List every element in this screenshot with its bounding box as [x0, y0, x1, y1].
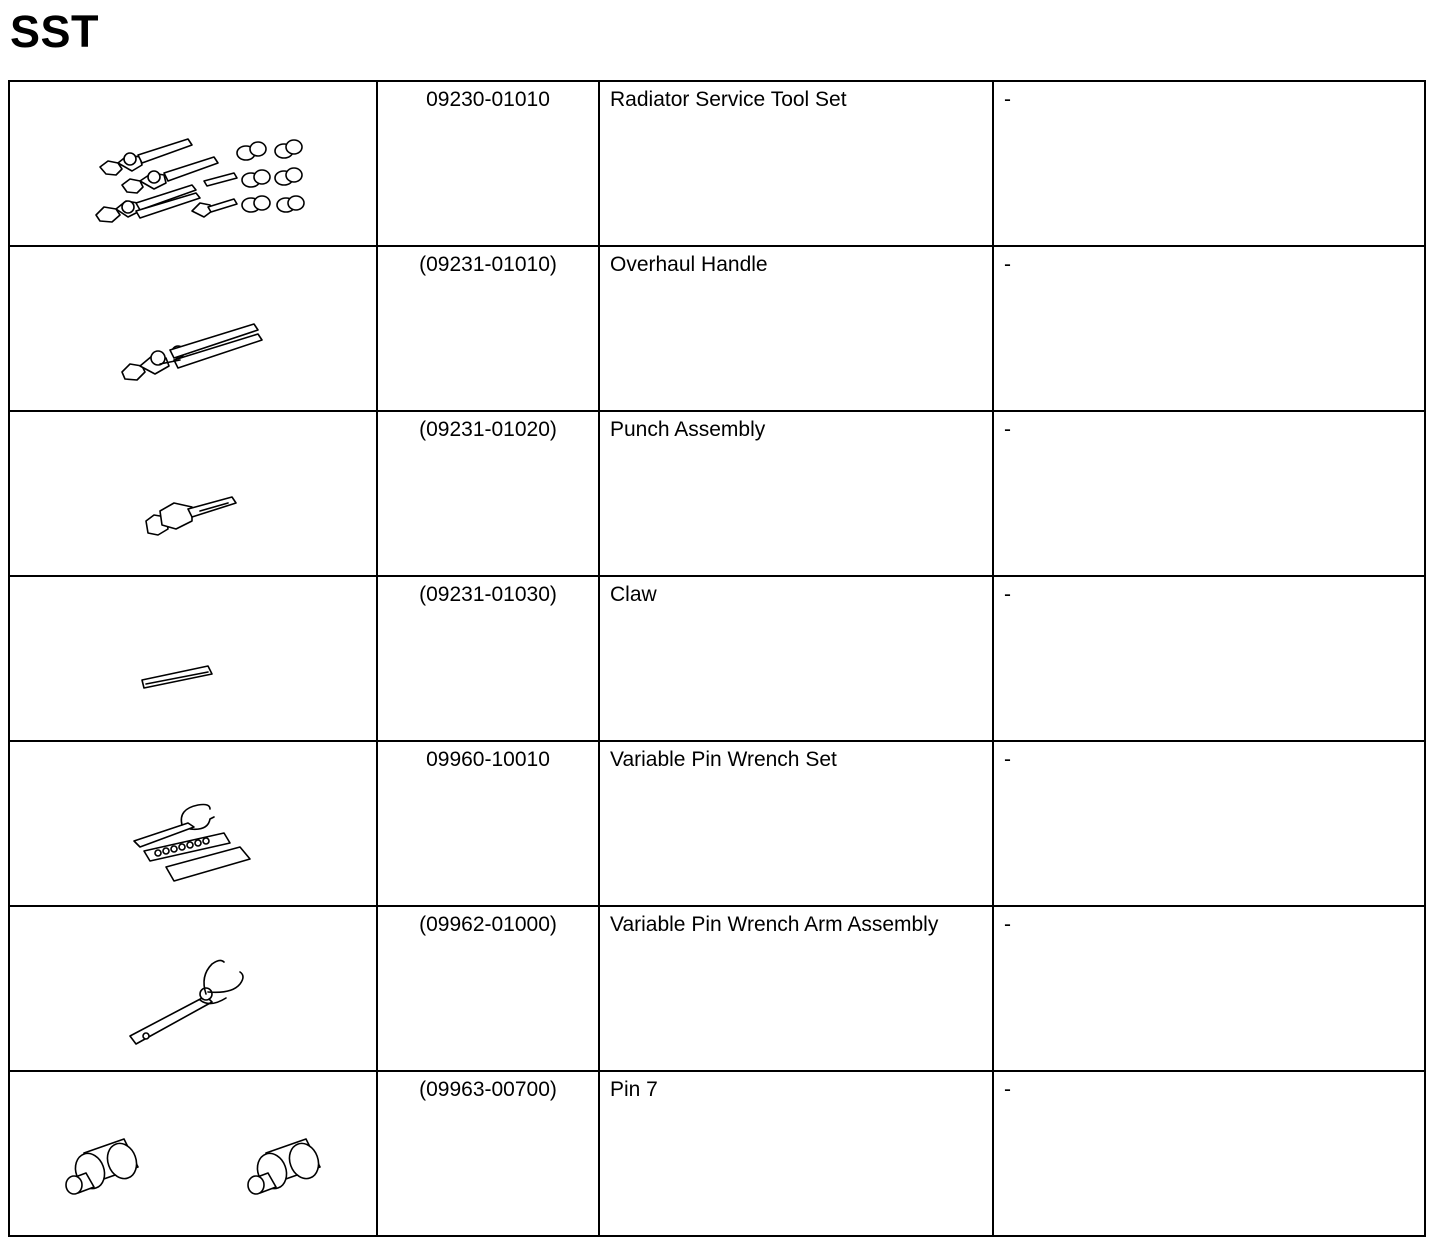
part-number: (09962-01000) — [377, 906, 599, 1071]
page-title: SST — [10, 6, 100, 57]
part-name: Variable Pin Wrench Set — [599, 741, 993, 906]
tool-image-cell — [9, 411, 377, 576]
part-name: Overhaul Handle — [599, 246, 993, 411]
part-note: - — [993, 81, 1425, 246]
part-name: Pin 7 — [599, 1071, 993, 1236]
part-name: Claw — [599, 576, 993, 741]
table-row — [9, 741, 1425, 906]
table-row — [9, 246, 1425, 411]
tool-image-cell — [9, 81, 377, 246]
overhaul-handle-icon — [10, 247, 376, 410]
part-number: 09960-10010 — [377, 741, 599, 906]
part-number: (09231-01010) — [377, 246, 599, 411]
part-note: - — [993, 1071, 1425, 1236]
part-note: - — [993, 906, 1425, 1071]
variable-pin-wrench-set-icon — [10, 742, 376, 905]
part-number: (09231-01020) — [377, 411, 599, 576]
radiator-service-tool-set-icon — [10, 82, 376, 245]
variable-pin-wrench-arm-icon — [10, 907, 376, 1070]
part-number: (09231-01030) — [377, 576, 599, 741]
table-row — [9, 411, 1425, 576]
part-note: - — [993, 576, 1425, 741]
part-number: 09230-01010 — [377, 81, 599, 246]
table-row — [9, 906, 1425, 1071]
tool-image-cell — [9, 576, 377, 741]
part-note: - — [993, 741, 1425, 906]
table-row — [9, 81, 1425, 246]
part-number: (09963-00700) — [377, 1071, 599, 1236]
part-name: Punch Assembly — [599, 411, 993, 576]
punch-assembly-icon — [10, 412, 376, 575]
tool-image-cell — [9, 741, 377, 906]
table-row — [9, 576, 1425, 741]
part-name: Radiator Service Tool Set — [599, 81, 993, 246]
part-name: Variable Pin Wrench Arm Assembly — [599, 906, 993, 1071]
claw-icon — [10, 577, 376, 740]
tool-image-cell — [9, 906, 377, 1071]
part-note: - — [993, 246, 1425, 411]
sst-table — [8, 80, 1426, 1237]
tool-image-cell — [9, 246, 377, 411]
part-note: - — [993, 411, 1425, 576]
table-row — [9, 1071, 1425, 1236]
tool-image-cell — [9, 1071, 377, 1236]
pin-7-icon — [10, 1072, 376, 1235]
